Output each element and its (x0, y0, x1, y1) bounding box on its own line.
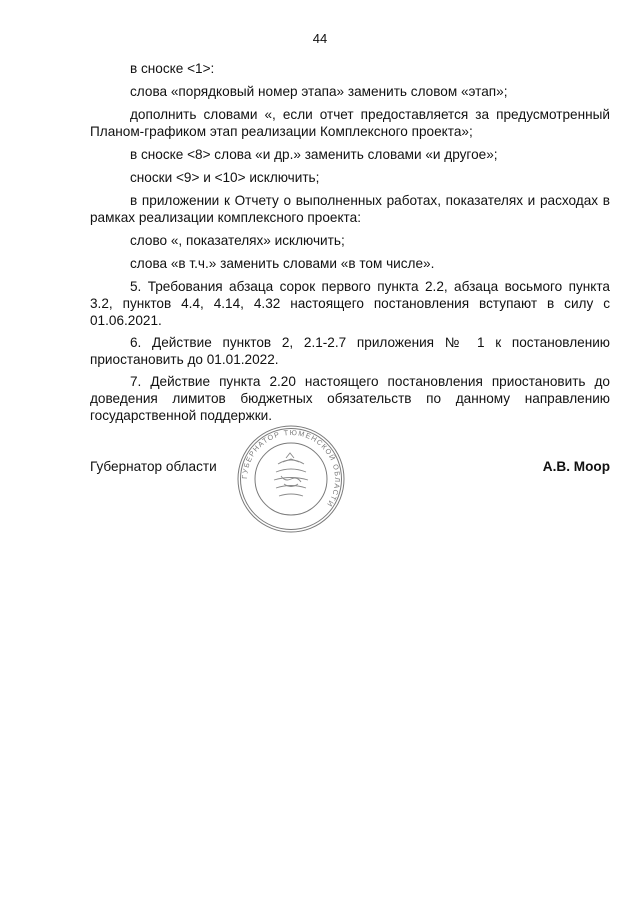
paragraph: в сноске <1>: (130, 61, 215, 76)
paragraph: 5. Требования абзаца сорок первого пункта 2.2, абзаца восьмого пункта 3.2, пунктов 4.4, 4.14, 4.32 настоящего постановления вступают в силу с 01.06.2021. (90, 279, 610, 328)
signature-block (90, 458, 610, 478)
paragraph: слово «, показателях» исключить; (130, 233, 345, 248)
paragraph: в сноске <8> слова «и др.» заменить словами «и другое»; (130, 147, 498, 162)
paragraph: дополнить словами «, если отчет предоставляется за предусмотренный Планом-графиком этап реализации Комплексного проекта»; (90, 107, 610, 139)
page-number: 44 (312, 31, 328, 46)
paragraph: слова «порядковый номер этапа» заменить словом «этап»; (130, 84, 508, 99)
paragraph: слова «в т.ч.» заменить словами «в том числе». (130, 256, 435, 271)
paragraph: 6. Действие пунктов 2, 2.1-2.7 приложения № 1 к постановлению приостановить до 01.01.2022. (90, 335, 610, 367)
document-body (90, 60, 610, 429)
signatory-position: Губернатор области (90, 459, 217, 474)
paragraph: в приложении к Отчету о выполненных работах, показателях и расходах в рамках реализации комплексного проекта: (90, 193, 610, 225)
seal-ring-text: ГУБЕРНАТОР ТЮМЕНСКОЙ ОБЛАСТИ (239, 427, 343, 510)
paragraph: сноски <9> и <10> исключить; (130, 170, 320, 185)
paragraph: 7. Действие пункта 2.20 настоящего постановления приостановить до доведения лимитов бюджетных обязательств по данному направлению государственной поддержки. (90, 374, 610, 423)
official-seal (236, 424, 346, 534)
signatory-name: А.В. Моор (542, 459, 610, 474)
